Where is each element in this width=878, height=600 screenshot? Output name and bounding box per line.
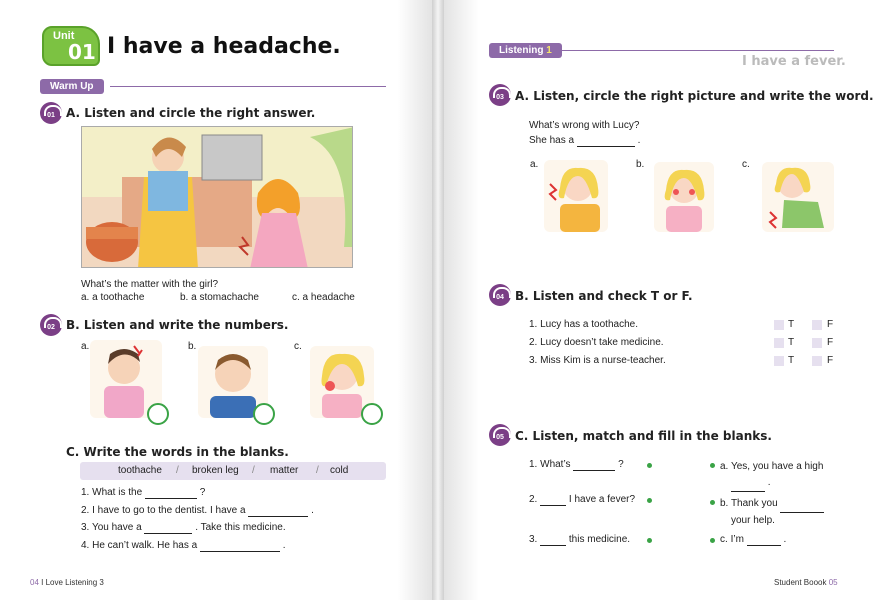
section-rule [559, 50, 834, 51]
right-page [444, 0, 878, 600]
section-label: Listening 1 [489, 43, 562, 58]
page-number: 04 [30, 578, 39, 587]
match-dot[interactable] [647, 538, 652, 543]
word-cold: cold [330, 465, 349, 476]
headphone-icon[interactable]: 05 [489, 424, 511, 446]
word-bank [80, 462, 386, 480]
book-gutter [432, 0, 444, 600]
tf-item-1: 1. Lucy has a toothache. [529, 319, 638, 330]
page-number: 05 [828, 578, 838, 587]
blank-field[interactable] [540, 494, 566, 506]
match-dot[interactable] [647, 463, 652, 468]
true-checkbox[interactable] [774, 320, 784, 330]
option-a[interactable]: a. a toothache [81, 292, 145, 303]
blank-field[interactable] [248, 505, 308, 517]
match-dot[interactable] [647, 498, 652, 503]
lucy-toothache-image[interactable] [544, 160, 608, 232]
pic-label-b: b. [188, 341, 197, 352]
fill-item-2: 2. I have to go to the dentist. I have a . [81, 505, 314, 516]
blank-field[interactable] [144, 522, 192, 534]
unit-number: 01 [68, 40, 96, 64]
lesson-subtitle: I have a fever. [742, 54, 846, 69]
true-checkbox[interactable] [774, 356, 784, 366]
pic-label-c: c. [294, 341, 302, 352]
prompt-line-1: What’s wrong with Lucy? [529, 120, 640, 131]
scene-illustration[interactable] [81, 126, 353, 268]
question-a-title: A. Listen and circle the right answer. [66, 106, 316, 120]
pic-label-a: a. [530, 159, 539, 170]
left-footer [30, 578, 104, 587]
unit-badge [42, 26, 100, 66]
unit-label: Unit [53, 30, 75, 42]
headphone-icon[interactable]: 02 [40, 314, 62, 336]
fill-item-1: 1. What is the ? [81, 487, 206, 498]
answer-circle-b[interactable] [253, 403, 275, 425]
true-label: T [788, 355, 795, 366]
answer-circle-a[interactable] [147, 403, 169, 425]
headphone-icon[interactable]: 03 [489, 84, 511, 106]
match-left-2: 2. I have a fever? [529, 494, 636, 505]
tf-item-3: 3. Miss Kim is a nurse-teacher. [529, 355, 666, 366]
true-checkbox[interactable] [774, 338, 784, 348]
lucy-fever-image[interactable] [654, 162, 714, 232]
match-dot[interactable] [710, 500, 715, 505]
answer-circle-c[interactable] [361, 403, 383, 425]
match-right-c: c. I’m . [720, 534, 787, 545]
match-right-b: b. Thank you your help. [720, 496, 824, 529]
option-b[interactable]: b. a stomachache [180, 292, 259, 303]
fill-item-3: 3. You have a . Take this medicine. [81, 522, 286, 533]
false-label: F [827, 319, 834, 330]
word-separator: / [252, 465, 255, 476]
page-title: I have a headache. [107, 34, 341, 59]
kitchen-scene-image [82, 127, 353, 268]
blank-field[interactable] [731, 475, 765, 492]
match-left-1: 1. What’s ? [529, 459, 624, 470]
blank-field[interactable] [540, 534, 566, 546]
question-a-title: A. Listen, circle the right picture and write the word. [515, 89, 874, 103]
false-checkbox[interactable] [812, 338, 822, 348]
question-a-prompt: What’s the matter with the girl? [81, 279, 219, 290]
warmup-rule [110, 86, 386, 87]
true-label: T [788, 319, 795, 330]
word-matter: matter [270, 465, 299, 476]
question-c-title: C. Listen, match and fill in the blanks. [515, 429, 772, 443]
match-left-3: 3. this medicine. [529, 534, 631, 545]
blank-field[interactable] [780, 496, 824, 513]
false-label: F [827, 337, 834, 348]
question-c-title: C. Write the words in the blanks. [66, 445, 289, 459]
question-b-title: B. Listen and write the numbers. [66, 318, 289, 332]
right-footer [774, 578, 838, 587]
blank-field[interactable] [200, 540, 280, 552]
pic-label-a: a. [81, 341, 90, 352]
match-dot[interactable] [710, 463, 715, 468]
false-label: F [827, 355, 834, 366]
blank-field[interactable] [573, 459, 615, 471]
question-b-title: B. Listen and check T or F. [515, 289, 693, 303]
word-separator: / [176, 465, 179, 476]
warmup-label: Warm Up [40, 79, 104, 94]
pic-label-b: b. [636, 159, 645, 170]
false-checkbox[interactable] [812, 320, 822, 330]
match-dot[interactable] [710, 538, 715, 543]
blank-field[interactable] [577, 135, 635, 147]
headphone-icon[interactable]: 04 [489, 284, 511, 306]
prompt-line-2: She has a . [529, 135, 641, 146]
tf-item-2: 2. Lucy doesn’t take medicine. [529, 337, 664, 348]
word-separator: / [316, 465, 319, 476]
match-right-a: a. Yes, you have a high . [720, 459, 823, 492]
true-label: T [788, 337, 795, 348]
false-checkbox[interactable] [812, 356, 822, 366]
word-toothache: toothache [118, 465, 162, 476]
left-page [0, 0, 432, 600]
lucy-stomachache-image[interactable] [762, 162, 834, 232]
blank-field[interactable] [145, 487, 197, 499]
book-label: Student Boook [774, 578, 827, 587]
blank-field[interactable] [747, 534, 781, 546]
word-broken-leg: broken leg [192, 465, 239, 476]
pic-label-c: c. [742, 159, 750, 170]
fill-item-4: 4. He can’t walk. He has a . [81, 540, 286, 551]
book-title: I Love Listening 3 [41, 578, 104, 587]
headphone-icon[interactable]: 01 [40, 102, 62, 124]
option-c[interactable]: c. a headache [292, 292, 355, 303]
